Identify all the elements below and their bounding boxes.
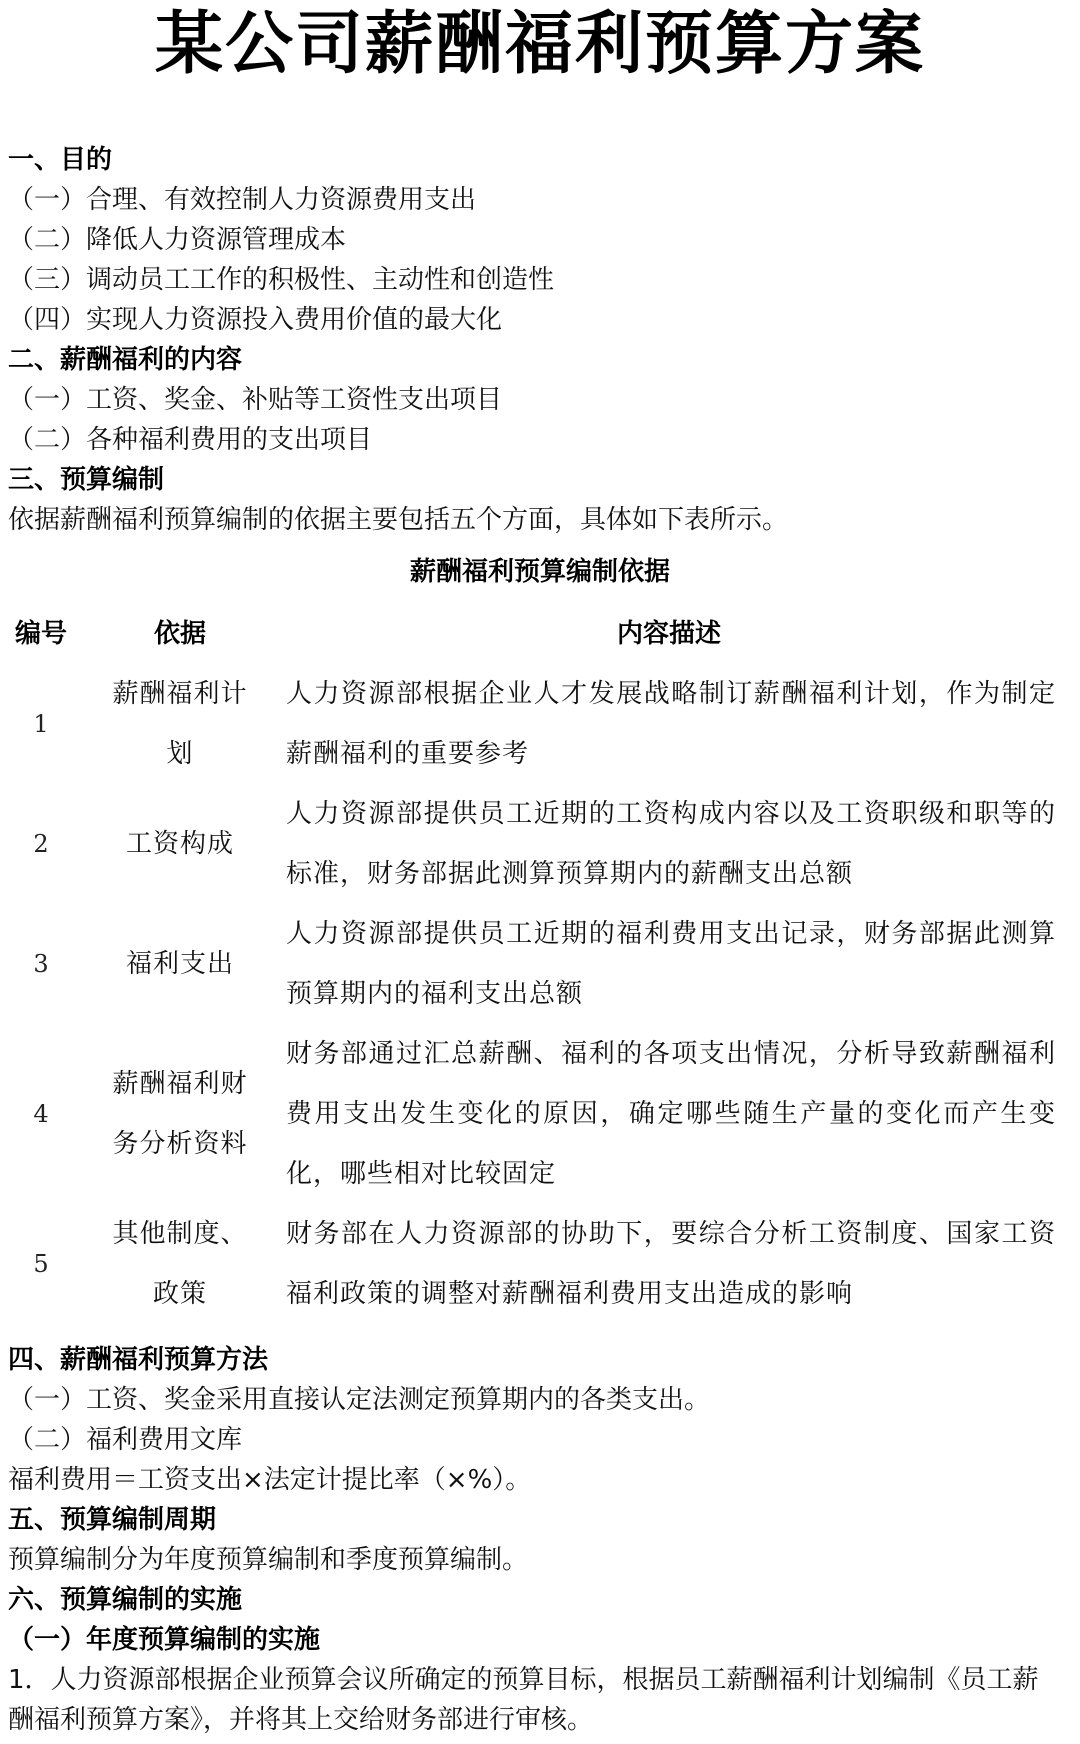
methods-item: （一）工资、奖金采用直接认定法测定预算期内的各类支出。 [8, 1385, 711, 1415]
table-header-basis: 依据 [153, 619, 206, 649]
methods-item: （二）福利费用文库 [8, 1425, 243, 1455]
row-basis: 薪酬福利财务分析资料 [112, 1069, 248, 1159]
table-row [0, 784, 1080, 904]
implementation-paragraph-line: 1．人力资源部根据企业预算会议所确定的预算目标，根据员工薪酬福利计划编制《员工薪 [8, 1665, 1039, 1695]
table-row [0, 664, 1080, 784]
section-heading-implementation: 六、预算编制的实施 [8, 1585, 243, 1615]
subsection-heading-annual: （一）年度预算编制的实施 [8, 1625, 321, 1655]
row-description: 财务部通过汇总薪酬、福利的各项支出情况，分析导致薪酬福利费用支出发生变化的原因，确定哪些随生产量的变化而产生变化，哪些相对比较固定 [286, 1039, 1056, 1189]
budgeting-intro: 依据薪酬福利预算编制的依据主要包括五个方面，具体如下表所示。 [8, 505, 789, 535]
row-description: 人力资源部提供员工近期的福利费用支出记录，财务部据此测算预算期内的福利支出总额 [286, 919, 1056, 1009]
section-heading-purpose: 一、目的 [8, 145, 113, 175]
row-basis: 福利支出 [125, 949, 234, 979]
methods-formula: 福利费用＝工资支出×法定计提比率（×%）。 [8, 1465, 532, 1495]
row-number: 4 [33, 1100, 49, 1128]
section-heading-content: 二、薪酬福利的内容 [8, 345, 243, 375]
row-description: 人力资源部根据企业人才发展战略制订薪酬福利计划，作为制定薪酬福利的重要参考 [286, 679, 1056, 769]
row-description: 人力资源部提供员工近期的工资构成内容以及工资职级和职等的标准，财务部据此测算预算期内的薪酬支出总额 [286, 799, 1056, 889]
implementation-paragraph-line: 酬福利预算方案》，并将其上交给财务部进行审核。 [8, 1705, 594, 1735]
section-heading-methods: 四、薪酬福利预算方法 [8, 1345, 269, 1375]
cycle-text: 预算编制分为年度预算编制和季度预算编制。 [8, 1545, 529, 1575]
purpose-item: （四）实现人力资源投入费用价值的最大化 [8, 305, 503, 335]
row-number: 2 [33, 830, 49, 858]
table-header-number: 编号 [14, 619, 67, 649]
row-basis: 薪酬福利计划 [112, 679, 248, 769]
table-caption: 薪酬福利预算编制依据 [409, 557, 670, 587]
row-number: 1 [33, 710, 49, 738]
purpose-item: （三）调动员工工作的积极性、主动性和创造性 [8, 265, 555, 295]
table-row [0, 1024, 1080, 1204]
row-number: 5 [33, 1250, 49, 1278]
row-description: 财务部在人力资源部的协助下，要综合分析工资制度、国家工资福利政策的调整对薪酬福利费用支出造成的影响 [286, 1219, 1056, 1309]
section-heading-budgeting: 三、预算编制 [8, 465, 165, 495]
document-title: 某公司薪酬福利预算方案 [154, 4, 925, 84]
row-number: 3 [33, 950, 49, 978]
table-row [0, 904, 1080, 1024]
table-header-description: 内容描述 [616, 619, 721, 649]
row-basis: 工资构成 [125, 829, 234, 859]
table-row [0, 1204, 1080, 1324]
purpose-item: （一）合理、有效控制人力资源费用支出 [8, 185, 477, 215]
content-item: （二）各种福利费用的支出项目 [8, 425, 373, 455]
content-item: （一）工资、奖金、补贴等工资性支出项目 [8, 385, 503, 415]
purpose-item: （二）降低人力资源管理成本 [8, 225, 347, 255]
row-basis: 其他制度、政策 [112, 1219, 248, 1309]
section-heading-cycle: 五、预算编制周期 [8, 1505, 217, 1535]
